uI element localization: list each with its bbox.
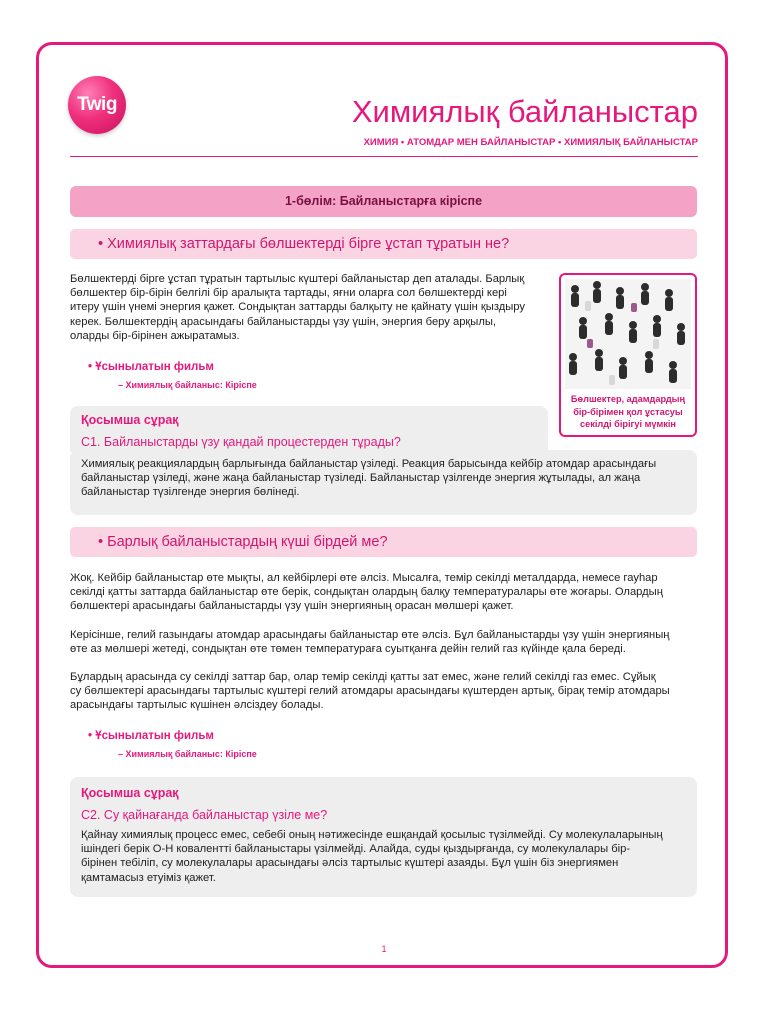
extra-question-2-title: Қосымша сұрақ <box>81 786 179 800</box>
text-line: оларды бір-бірінен ажыратамыз. <box>70 329 240 342</box>
question-heading-1: • Химиялық заттардағы бөлшектерді бірге ұстап тұратын не? <box>70 229 697 259</box>
text-line: Керісінше, гелий газындағы атомдар арасындағы байланыстар өте әлсіз. Бұл байланыстарды үзу үшін энергияның <box>70 629 670 641</box>
q2-paragraph-2 <box>70 628 669 656</box>
text-line: секілді қатты заттарда байланыстар өте берік, сондықтан олардың балқу температуралары өте жоғары. Олардың <box>70 586 663 599</box>
page-number: 1 <box>381 944 387 954</box>
recommended-film-label: • Ұсынылатын фильм <box>88 361 214 373</box>
recommended-film-label-2: • Ұсынылатын фильм <box>88 730 214 742</box>
text-line: бөлшектер бір-бірін белгілі бір аралықта тартады, яғни оларға сол бөлшектерді кері <box>70 287 507 300</box>
header-divider <box>70 156 698 157</box>
text-line: Бұлардың арасында су секілді заттар бар, олар темір секілді қатты зат емес, және гелий секілді газ емес. Сұйық <box>70 671 656 683</box>
figure-box <box>559 273 697 437</box>
recommended-film-link-2[interactable]: – Химиялық байланыс: Кіріспе <box>118 749 257 759</box>
q1-paragraph <box>70 272 525 343</box>
text-line: арасындағы тартылыс күшінен әлсіздеу болады. <box>70 699 324 712</box>
caption-line: секілді бірігуі мүмкін <box>580 419 676 429</box>
people-holding-hands-image <box>565 279 691 389</box>
section-banner: 1-бөлім: Байланыстарға кіріспе <box>70 186 697 217</box>
recommended-film-link[interactable]: – Химиялық байланыс: Кіріспе <box>118 380 257 390</box>
extra-question-1-title: Қосымша сұрақ <box>81 413 179 427</box>
text-line: Химиялық реакциялардың барлығында байланыстар үзіледі. Реакция барысында кейбір атомдар арасындағы <box>81 458 657 470</box>
text-line: өте аз мөлшері жетеді, сондықтан өте төмен температураға суытқанға дейін гелий газ күйінде қала береді. <box>70 643 626 656</box>
twig-logo <box>68 76 126 134</box>
page-title: Химиялық байланыстар <box>351 94 698 129</box>
text-line: қамтамасыз етуіміз қажет. <box>81 871 216 884</box>
extra-question-2-text: C2. Су қайнағанда байланыстар үзіле ме? <box>81 808 328 822</box>
question-heading-2: • Барлық байланыстардың күші бірдей ме? <box>70 527 697 557</box>
extra-question-1-text: C1. Байланыстарды үзу қандай процестерден тұрады? <box>81 435 401 449</box>
extra-question-1-answer <box>81 457 656 500</box>
text-line: Қайнау химиялық процесс емес, себебі оның нәтижесінде ешқандай қосылыс түзілмейді. Су молекулаларының <box>81 829 663 841</box>
text-line: бөлшектері арасындағы байланыстарды үзу үшін энергияның орасан мөлшері қажет. <box>70 600 514 613</box>
text-line: ішіндегі берік O-H ковалентті байланыстары үзілмейді. Алайда, суды қыздырғанда, су молекулалары бір- <box>81 843 631 856</box>
text-line: Бөлшектерді бірге ұстап тұратын тартылыс күштері байланыстар деп аталады. Барлық <box>70 273 525 285</box>
text-line: бірінен тебіліп, су молекулалары арасындағы әлсіз тартылыс күштері азаяды. Бұл үшін біз энергиямен <box>81 857 619 870</box>
logo-text: Twig <box>77 94 117 115</box>
text-line: байланыстар үзіледі, және жаңа байланыстар түзіледі. Байланыстар үзілгенде энергия жұтылады, ал жаңа <box>81 472 641 485</box>
q2-paragraph-1 <box>70 571 663 614</box>
text-line: су бөлшектері арасындағы тартылыс күштері гелий атомдары арасындағы күштерден артық, бірақ темір атомдары <box>70 685 670 698</box>
figure-caption <box>561 393 695 431</box>
caption-line: бір-бірімен қол ұстасуы <box>573 406 683 417</box>
text-line: Жоқ. Кейбір байланыстар өте мықты, ал кейбірлері өте әлсіз. Мысалға, темір секілді металдарда, немесе гауһар <box>70 572 658 584</box>
text-line: байланыстар түзілгенде энергия бөлінеді. <box>81 486 300 499</box>
q2-paragraph-3 <box>70 670 670 713</box>
text-line: итеру үшін үнемі энергия қажет. Сондықтан заттарды балқыту не қайнату үшін қыздыру <box>70 301 525 314</box>
extra-question-2-answer <box>81 828 663 885</box>
text-line: керек. Бөлшектердің арасындағы байланыстарды үзу үшін, энергия беру арқылы, <box>70 315 497 328</box>
caption-line: Бөлшектер, адамдардың <box>570 394 686 404</box>
breadcrumb: ХИМИЯ • АТОМДАР МЕН БАЙЛАНЫСТАР • ХИМИЯЛЫҚ БАЙЛАНЫСТАР <box>363 137 698 148</box>
